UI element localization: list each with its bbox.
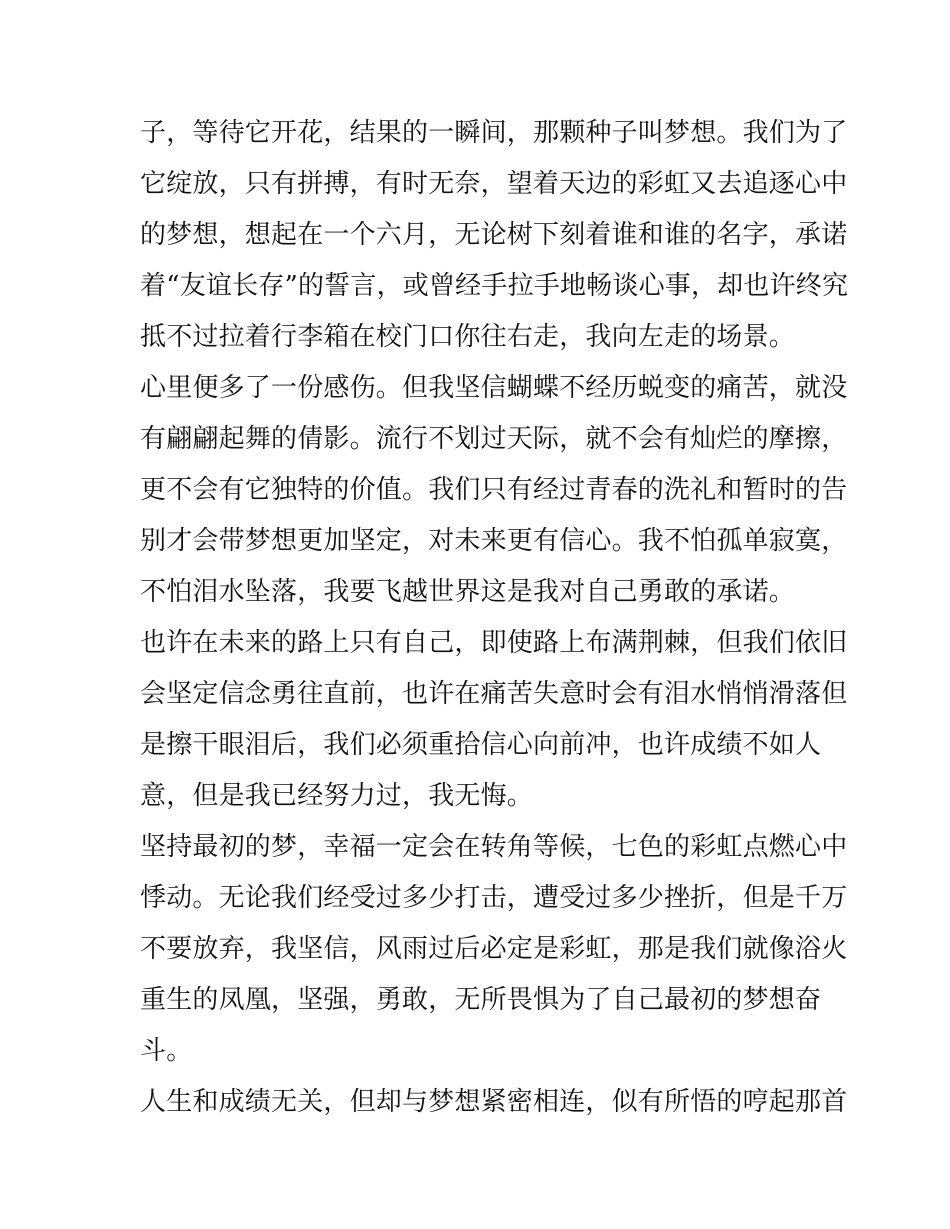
text-line: 也许在未来的路上只有自己，即使路上布满荆棘，但我们依旧 — [140, 628, 848, 658]
text-line: 更不会有它独特的价值。我们只有经过青春的洗礼和暂时的告 — [140, 475, 848, 505]
text-line: 是擦干眼泪后，我们必须重拾信心向前冲，也许成绩不如人 — [140, 730, 822, 760]
text-line: 有翩翩起舞的倩影。流行不划过天际，就不会有灿烂的摩擦， — [140, 424, 848, 454]
text-line: 别才会带梦想更加坚定，对未来更有信心。我不怕孤单寂寞， — [140, 526, 848, 556]
text-line: 坚持最初的梦，幸福一定会在转角等候，七色的彩虹点燃心中 — [140, 832, 848, 862]
text-line: 会坚定信念勇往直前，也许在痛苦失意时会有泪水悄悄滑落但 — [140, 679, 848, 709]
text-line: 斗。 — [140, 1036, 193, 1066]
text-line: 子，等待它开花，结果的一瞬间，那颗种子叫梦想。我们为了 — [140, 118, 848, 148]
text-line: 它绽放，只有拼搏，有时无奈，望着天边的彩虹又去追逐心中 — [140, 169, 848, 199]
text-line: 的梦想，想起在一个六月，无论树下刻着谁和谁的名字，承诺 — [140, 220, 848, 250]
text-line: 人生和成绩无关，但却与梦想紧密相连，似有所悟的哼起那首 — [140, 1087, 848, 1117]
document-body — [140, 108, 849, 1128]
text-line: 着“友谊长存”的誓言，或曾经手拉手地畅谈心事，却也许终究 — [140, 271, 849, 301]
text-line: 悸动。无论我们经受过多少打击，遭受过多少挫折，但是千万 — [140, 883, 848, 913]
text-line: 意，但是我已经努力过，我无悔。 — [140, 781, 534, 811]
text-line: 不要放弃，我坚信，风雨过后必定是彩虹，那是我们就像浴火 — [140, 934, 848, 964]
text-line: 重生的凤凰，坚强，勇敢，无所畏惧为了自己最初的梦想奋 — [140, 985, 822, 1015]
text-line: 抵不过拉着行李箱在校门口你往右走，我向左走的场景。 — [140, 322, 796, 352]
text-line: 不怕泪水坠落，我要飞越世界这是我对自己勇敢的承诺。 — [140, 577, 796, 607]
text-line: 心里便多了一份感伤。但我坚信蝴蝶不经历蜕变的痛苦，就没 — [140, 373, 848, 403]
